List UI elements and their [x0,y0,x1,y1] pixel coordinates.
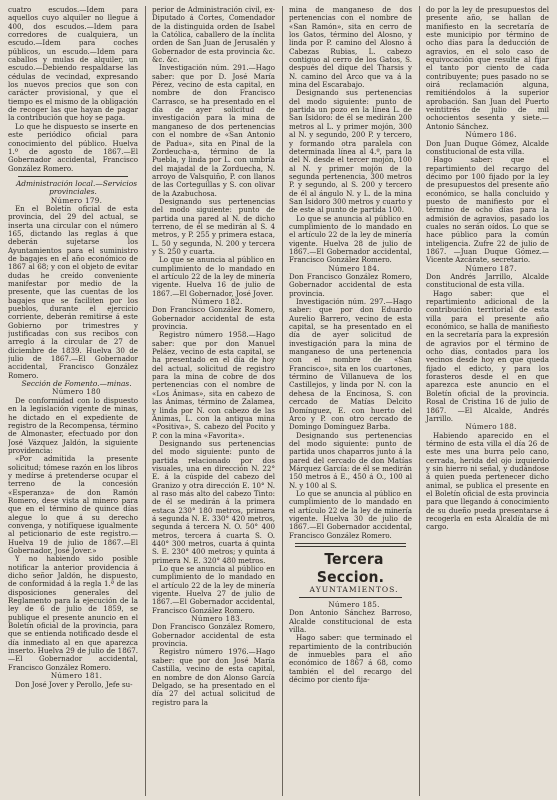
notice-paragraph: Registro número 1958.—Hago saber: que por don Manuel Peláez, vecino de esta capital, se ha presentado en el día de hoy del actual, solicitud de registro para la mina de cobre de dos pertenencias con el nombre de «Los Ánimas», sita en cabezo de las Ánimas, término de Zalamea, y linda por N. con cabezo de las Ánimas, L. con la antigua mina «Positiva», S. cabezo del Pocito y P. con la mina «Favorita». [152,330,275,440]
notice-paragraph: mina de manganeso de dos pertenencias con el nombre de «San Ramón», sita en cerro de los Gatos, término del Alosno, y linda por P. camino del Alosno á Cabezas Rubias, L. cabezo contiguo al cerro de los Gatos, S. después del dique del Tharsis y N. camino del Arco que va á la mina del Escarabajo. [289,6,412,90]
notice-number: Número 179. [50,195,103,205]
section-subtitle: AYUNTAMIENTOS. [309,584,399,594]
column-3 [282,6,412,796]
notice-paragraph: cuatro escudos.—Idem para aquellos cuyo alquiler no llegue á 400, dos escudos.—Idem para corredores de cualquiera, un escudo.—Idem para coches públicos, un escudo.—Idem para caballos y mulas de alquiler, un escudo.—Debiendo respaldarse las cédulas de vecindad, expresando los nuevos precios que son con carácter provisional, y que el tiempo es el mismo de la obligación de recoger las que hayan de pagar la contribución que hoy se paga. [8,6,138,123]
column-1 [8,6,138,796]
notice-paragraph: do por la ley de presupuestos del presente año, se hallan de manifiesto en la secretaría de este municipio por término de ocho días para la deducción de agravios, en el solo caso de equivocación que resulte al fijar el tanto por ciento de cada contribuyente; pues pasado no se oirá reclamación alguna, remitiéndolos á la superior aprobación. San Juan del Puerto veintitrés de julio de mil ochocientos sesenta y siete.—Antonio Sánchez. [426,6,549,131]
notice-paragraph: «Por admitida la presente solicitud; tómese razón en los libros y medírse á pretenderse ocupar el terreno de la concesión «Esperanza» de don Ramón Romero, dese vista al minero para que en el término de quince días alegue lo que á su derecho convenga, y notifíquese igualmente al peticionario de este registro.—Huelva 19 de julio de 1867.—El Gobernador, José Jover.» [8,454,138,555]
notice-paragraph: En el Boletín oficial de esta provincia, del 29 del actual, se inserta una circular con el número 165, dictando las reglas á que deberán sujetarse los Ayuntamientos para el suministro de bagajes en el año económico de 1867 al 68; y con el objeto de evitar dudas he creído conveniente manifestar por medio de la presente, que las cuentas de los bagajes que se faciliten por los pueblos, durante el ejercicio corriente, deberán remitirse á este Gobierno por trimestres y justificadas con sus recibos con arreglo á la circular de 27 de diciembre de 1839. Huelva 30 de julio de 1867.—El Gobernador accidental, Francisco González Romero. [8,203,138,380]
notice-paragraph: Investigación núm. 297.—Hago saber: que por don Eduardo Aurelio Barrero, vecino de esta capital, se ha presentado en el día de ayer solicitud de investigación para la mina de manganeso de una pertenencia con el nombre de «San Francisco», sita en los cuartones, término de Villanueva de los Castillejos, y linda por N. con la dehesa de la Encinosa, S. con cercado de Matías Delcito Domínguez, E. con huerto del Arco y P. con otro cercado de Domingo Domínguez Barba. [289,297,412,432]
notice-number: Número 186. [465,130,517,140]
notice-paragraph: Don Francisco González Romero, Gobernador accidental de esta provincia. [289,272,412,298]
notice-paragraph: Designando sus pertenencias del modo siguiente: punto de partida unos chaparros junto á la pared del cercado de don Matías Márquez García: de él se medirán 150 metros á E., 450 á O., 100 al N. y 100 al S. [289,430,412,490]
notice-paragraph: Lo que se anuncia al público en cumplimiento de lo mandado en el artículo 22 de la ley de minería vigente. Huelva 16 de julio de 1867.—El Gobernador, José Jover. [152,255,275,298]
column-2 [145,6,275,796]
notice-paragraph: Don Juan Duque Gómez, Alcalde constitucional de esta villa. [426,138,549,156]
column-4 [419,6,549,796]
section-title: Tercera Seccion. [316,549,385,586]
notice-paragraph: Investigación núm. 291.—Hago saber: que por D. José María Pérez, vecino de esta capital, en nombre de don Francisco Carrasco, se ha presentado en el día de ayer solicitud de investigación para la mina de manganeso de dos pertenencias con el nombre de «San Antonio de Padua», sita en Pinal de la Zordeucha-a, término de la Puebla, y linda por L. con umbría del majadal de la Zorduecha, N. arroyo de Valsquiño, P. con llanos de las Corteguillas y S. con olivar de la Azabuchosa. [152,63,275,198]
notice-number: Número 181. [50,671,103,681]
notice-paragraph: Don Andrés Jarrillo, Alcalde constitucional de esta villa. [426,272,549,290]
notice-paragraph: Registro número 1976.—Hago saber: que por don José María Castilla, vecino de esta capital, en nombre de don Alonso García Delgado, se ha presentado en el día 27 del actual solicitud de registro para la [152,647,275,707]
notice-paragraph: Lo que se anuncia al público en cumplimiento de lo mandado en el artículo 22 de la ley de minería vigente. Huelva 27 de julio de 1867.—El Gobernador accidental, Francisco González Romero. [152,564,275,615]
notice-paragraph: Y no habiendo sido posible notificar la anterior providencia á dicho señor Jaldón, he dispuesto, de conformidad á la regla 1.ª de las disposiciones generales del Reglamento para la ejecución de la ley de 6 de julio de 1859, se publique el presente anuncio en el Boletín oficial de la provincia, para que se entienda notificado desde el día inmediato al en que aparezca inserto. Huelva 29 de julio de 1867.—El Gobernador accidental, Francisco González Romero. [8,554,138,672]
separator-rule [18,176,128,177]
notice-paragraph: Lo que he dispuesto se inserte en este periódico oficial para conocimiento del público. Huelva 1.º de agosto de 1867.—El Gobernador accidental, Francisco González Romero. [8,121,138,173]
separator-rule [299,597,402,598]
section-heading: Sección de Fomento.—minas. [21,379,132,389]
notice-paragraph: Hago saber: que el repartimiento del recargo del décimo por 100 fijado por la ley de presupuestos del presente año económico, se halla concluido y puesto de manifiesto por el término de ocho días para la admisión de agravios, pasado los cuales no serán oídos. Lo que se hace público para la común inteligencia. Zufre 22 de julio de 1867. —Juan Duque Gómez.—Vicente Azcárate, secretario. [426,155,549,265]
notice-paragraph: Designando sus pertenencias del modo siguiente: punto de partida relacionado por dos visuales, una en dirección N. 22° E. á la cúspide del cabezo del Granizo y otra dirección E. 10° N. al raso más alto del cabezo Tinto: de él se medirán á la primera estaca 230° 180 metros, primera á segunda N. E. 330° 420 metros, segunda á tercera N. O. 50° 400 metros, tercera á cuarta S. O. 440° 300 metros, cuarta á quinta S. E. 230° 400 metros; y quinta á primera N. E. 320° 480 metros. [152,438,275,565]
double-rule [295,543,406,547]
notice-number: Número 188. [465,422,517,432]
notice-paragraph: De conformidad con lo dispuesto en la legislación vigente de minas, he dictado en el expediente de registro de la Recompensa, término de Almonaster, efectuado por don José Vázquez Jaldón, la siguiente providencia: [8,395,138,455]
notice-number: Número 182. [191,297,243,307]
notice-paragraph: Designando sus pertenencias del modo siguiente: punto de partida una pared al N. de dicho terreno, de él se medirán al S. 4 metros, y P. 255 y primera estaca, L. 50 y segunda, N. 200 y tercera y S. 250 y cuarta. [152,196,275,256]
notice-paragraph: Hago saber: que el repartimiento adicional de la contribución territorial de esta villa para el presente año económico, se halla de manifiesto en la secretaría para la expresión de agravios por el término de ocho días, contados para los vecinos desde hoy en que queda fijado el edicto, y para los forasteros desde el en que aparezca este anuncio en el Boletín oficial de la provincia. Rosal de Cristina 16 de julio de 1867. —El Alcalde, Andrés Jarrillo. [426,288,549,423]
notice-number: Número 183. [191,614,243,624]
notice-paragraph: Don Antonio Sánchez Barroso, Alcalde constitucional de esta villa. [289,608,412,634]
notice-paragraph: Don Francisco González Romero, Gobernador accidental de esta provincia. [152,622,275,649]
notice-paragraph: Hago saber: que terminado el repartimiento de la contribución de inmuebles para el año económico de 1867 á 68, como también el del recargo del décimo por ciento fija- [289,633,412,684]
notice-paragraph: Don Francisco González Romero, Gobernador accidental de esta provincia. [152,305,275,332]
notice-paragraph: perior de Administración civil, ex-Diputado á Cortes, Comendador de la distinguida orden de Isabel la Católica, caballero de la ínclita orden de San Juan de Jerusalén y Gobernador de esta provincia &c. &c. &c. [152,6,275,65]
notice-number: Número 180 [52,387,101,397]
notice-paragraph: Habiendo aparecido en el término de esta villa el día 26 de este mes una burra pelo cano, cerrada, herida del ojo izquierdo y sin hierro ni señal, y dudándose á quien pueda pertenecer dicho animal, se publica el presente en el Boletín oficial de esta provincia para que llegando á conocimiento de su dueño pueda presentarse á recogerla en esta Alcaldía de mi cargo. [426,430,549,532]
notice-paragraph: Don José Jover y Perollo, Jefe su- [15,679,133,689]
notice-paragraph: Lo que se anuncia al público en cumplimiento de lo mandado en el artículo 22 de la ley de minería vigente. Huelva 28 de julio de 1867.—El Gobernador accidental, Francisco González Romero. [289,213,412,265]
section-heading: Administración local.—Servicios provinciales. [15,178,138,197]
notice-number: Número 185. [328,599,380,609]
notice-paragraph: Designando sus pertenencias del modo siguiente: punto de partida un pozo en la línea L. de San Isidoro: de él se medirán 200 metros al L. y primer mojón, 300 al N. y segundo, 200 P. y tercero, y formando otra paralela con determinada línea al 4.º, para la del N. desde el tercer mojón, 100 al N. y primer mojón de la segunda pertenencia, 300 metros P. y segundo, al S. 200 y tercero de él al ángulo N. y L. de la mina San Isidoro 300 metros y cuarto y de este al punto de partida 100. [289,88,412,215]
notice-number: Número 184. [328,263,380,273]
notice-number: Número 187. [465,263,517,273]
notice-paragraph: Lo que se anuncia al público en cumplimiento de lo mandado en el artículo 22 de la ley de minería vigente. Huelva 30 de julio de 1867.—El Gobernador accidental, Francisco González Romero. [289,488,412,540]
